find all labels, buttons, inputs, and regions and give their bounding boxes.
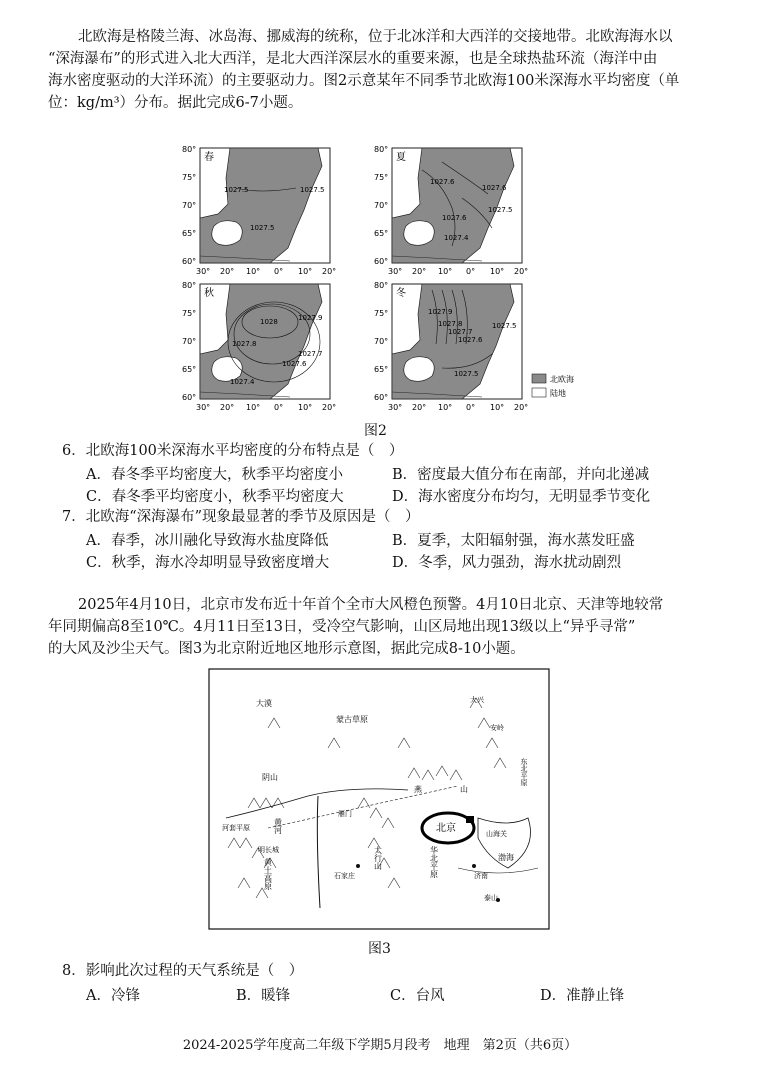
x-tick: 10°	[246, 267, 261, 276]
question-8-option-a[interactable]: A．冷锋	[86, 988, 140, 1004]
contour-label: 1027.4	[444, 234, 469, 242]
label-yan: 燕	[414, 785, 422, 794]
season-label: 春	[204, 152, 214, 163]
intro-paragraph-1	[48, 26, 714, 114]
contour-label: 1027.5	[492, 322, 517, 330]
contour-label: 1027.7	[448, 328, 473, 336]
x-tick: 10°	[246, 403, 261, 410]
y-tick: 70°	[374, 337, 389, 346]
x-tick: 20°	[514, 403, 529, 410]
label-yinshan: 阴山	[262, 773, 278, 782]
x-tick: 30°	[196, 267, 211, 276]
label-damo: 大漠	[256, 699, 272, 708]
contour-label: 1027.6	[458, 336, 483, 344]
contour-label: 1027.8	[438, 320, 463, 328]
y-tick: 65°	[374, 229, 389, 238]
contour-label: 1027.6	[282, 360, 307, 368]
y-tick: 75°	[182, 173, 197, 182]
figure-2-caption: 图2	[364, 423, 387, 439]
question-7-stem: 7．北欧海“深海瀑布”现象最显著的季节及原因是（ ）	[62, 509, 420, 525]
intro-line: 2025年4月10日，北京市发布近十年首个全市大风橙色预警。4月10日北京、天津等地较常	[78, 597, 664, 613]
y-tick: 80°	[374, 281, 389, 290]
x-tick: 20°	[322, 267, 337, 276]
question-6-option-a[interactable]: A．春冬季平均密度大，秋季平均密度小	[86, 467, 343, 483]
contour-label: 1027.6	[430, 178, 455, 186]
season-label: 夏	[396, 152, 406, 163]
contour-label: 1027.9	[298, 314, 323, 322]
contour-label: 1028	[260, 318, 278, 326]
x-tick: 20°	[514, 267, 529, 276]
label-menggu: 蒙古草原	[336, 715, 368, 724]
map-panel-spring	[182, 145, 336, 276]
contour-label: 1027.6	[482, 184, 507, 192]
legend-label-sea: 北欧海	[550, 375, 574, 384]
x-tick: 30°	[388, 267, 403, 276]
x-tick: 20°	[412, 403, 427, 410]
label-jinan: 济南	[474, 872, 488, 880]
label-huabei: 华北平原	[429, 846, 439, 878]
y-tick: 60°	[374, 257, 389, 266]
x-tick: 20°	[220, 403, 235, 410]
map-panel-autumn	[182, 281, 336, 410]
x-tick: 0°	[466, 403, 476, 410]
question-7-option-c[interactable]: C．秋季，海水冷却明显导致密度增大	[86, 555, 330, 571]
intro-line: 的大风及沙尘天气。图3为北京附近地区地形示意图，据此完成8-10小题。	[48, 641, 525, 657]
contour-label: 1027.5	[454, 370, 479, 378]
y-tick: 65°	[374, 365, 389, 374]
x-tick: 30°	[196, 403, 211, 410]
contour-label: 1027.5	[300, 186, 325, 194]
question-7-option-b[interactable]: B．夏季，太阳辐射强，海水蒸发旺盛	[392, 533, 635, 549]
question-6-option-c[interactable]: C．春冬季平均密度小，秋季平均密度大	[86, 489, 344, 505]
y-tick: 65°	[182, 365, 197, 374]
season-label: 冬	[396, 288, 406, 299]
y-tick: 60°	[182, 257, 197, 266]
y-tick: 80°	[374, 145, 389, 154]
intro-line: “深海瀑布”的形式进入北大西洋，是北大西洋深层水的重要来源，也是全球热盐环流（海洋中由	[48, 51, 658, 67]
intro-paragraph-2	[48, 594, 714, 660]
contour-label: 1027.8	[232, 340, 257, 348]
x-tick: 10°	[490, 267, 505, 276]
label-shanhaiguan: 山海关	[486, 830, 507, 838]
question-8-option-c[interactable]: C．台风	[390, 988, 445, 1004]
label-huanghe: 黄河	[273, 818, 283, 834]
y-tick: 70°	[182, 337, 197, 346]
x-tick: 20°	[220, 267, 235, 276]
y-tick: 70°	[182, 201, 197, 210]
contour-label: 1027.9	[428, 308, 453, 316]
y-tick: 60°	[374, 393, 389, 402]
question-7-option-d[interactable]: D．冬季，风力强劲，海水扰动剧烈	[392, 555, 622, 571]
x-tick: 10°	[490, 403, 505, 410]
label-beijing: 北京	[436, 823, 456, 834]
label-bohai: 渤海	[498, 853, 514, 862]
x-tick: 0°	[274, 403, 284, 410]
page-footer: 2024-2025学年度高二年级下学期5月段考 地理 第2页（共6页）	[182, 1038, 578, 1053]
question-6-option-b[interactable]: B．密度最大值分布在南部，并向北递减	[392, 467, 650, 483]
y-tick: 75°	[374, 309, 389, 318]
question-8-option-b[interactable]: B．暖锋	[236, 988, 291, 1004]
contour-label: 1027.5	[488, 206, 513, 214]
y-tick: 75°	[374, 173, 389, 182]
legend-swatch-land	[532, 388, 546, 397]
legend-swatch-sea	[532, 374, 546, 383]
question-7-option-a[interactable]: A．春季，冰川融化导致海水盐度降低	[86, 533, 329, 549]
y-tick: 65°	[182, 229, 197, 238]
label-mingchangcheng: 明长城	[258, 846, 279, 854]
label-taihang: 太行山	[373, 846, 383, 870]
label-shan: 山	[460, 785, 468, 794]
label-yanmen: 雁门	[338, 810, 352, 818]
y-tick: 60°	[182, 393, 197, 402]
x-tick: 10°	[438, 403, 453, 410]
x-tick: 10°	[438, 267, 453, 276]
x-tick: 10°	[298, 403, 313, 410]
y-tick: 70°	[374, 201, 389, 210]
intro-line: 年同期偏高8至10℃。4月11日至13日，受冷空气影响，山区局地出现13级以上“异乎寻常”	[48, 619, 636, 635]
question-6-stem: 6．北欧海100米深海水平均密度的分布特点是（ ）	[62, 443, 404, 459]
contour-label: 1027.5	[250, 224, 275, 232]
map-panel-winter	[374, 281, 528, 410]
x-tick: 0°	[274, 267, 284, 276]
question-8-stem: 8．影响此次过程的天气系统是（ ）	[62, 963, 304, 979]
label-dongbei: 东北平原	[520, 758, 528, 786]
map-panel-summer	[374, 145, 528, 276]
legend-label-land: 陆地	[550, 389, 566, 398]
y-tick: 80°	[182, 281, 197, 290]
contour-label: 1027.5	[224, 186, 249, 194]
contour-label: 1027.4	[230, 378, 255, 386]
intro-line: 位：kg/m³）分布。据此完成6-7小题。	[48, 95, 303, 111]
label-anling: 安岭	[490, 724, 504, 732]
x-tick: 10°	[298, 267, 313, 276]
contour-label: 1027.7	[298, 350, 323, 358]
label-taishan: 泰山	[484, 894, 498, 902]
label-huangtu: 黄土高原	[263, 858, 273, 890]
season-label: 秋	[204, 288, 214, 299]
label-daxing: 大兴	[470, 696, 484, 704]
intro-line: 海水密度驱动的大洋环流）的主要驱动力。图2示意某年不同季节北欧海100米深海水平均密度（单	[48, 73, 680, 89]
label-shijiazhuang: 石家庄	[334, 872, 355, 880]
x-tick: 20°	[412, 267, 427, 276]
figure-3-caption: 图3	[368, 941, 391, 957]
beijing-marker	[466, 816, 474, 823]
x-tick: 0°	[466, 267, 476, 276]
question-6-option-d[interactable]: D．海水密度分布均匀，无明显季节变化	[392, 489, 651, 505]
x-tick: 20°	[322, 403, 337, 410]
figure-3-terrain-map	[208, 668, 550, 930]
question-8-option-d[interactable]: D．准静止锋	[540, 988, 625, 1004]
y-tick: 75°	[182, 309, 197, 318]
fig2-legend	[532, 374, 574, 398]
figure-2-density-maps	[0, 140, 760, 410]
intro-line: 北欧海是格陵兰海、冰岛海、挪威海的统称，位于北冰洋和大西洋的交接地带。北欧海海水以	[78, 29, 673, 45]
y-tick: 80°	[182, 145, 197, 154]
x-tick: 30°	[388, 403, 403, 410]
label-hetao: 河套平原	[222, 824, 250, 832]
contour-label: 1027.6	[442, 214, 467, 222]
